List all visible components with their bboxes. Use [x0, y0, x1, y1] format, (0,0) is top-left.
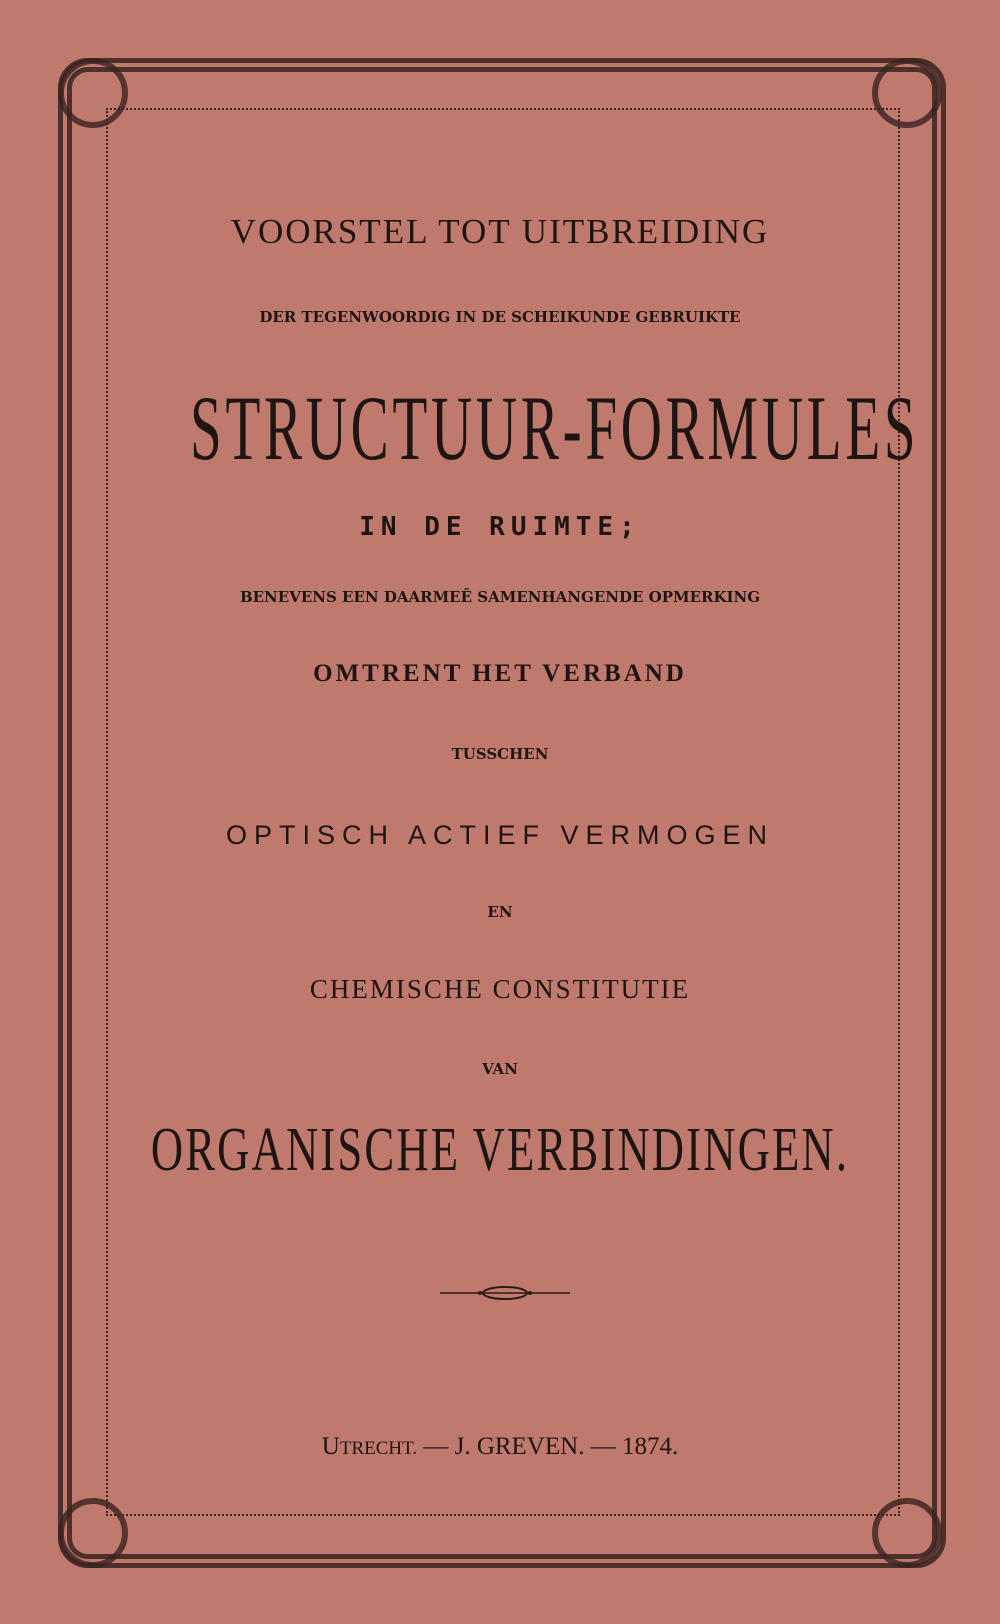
corner-ornament-bottom-right: [872, 1498, 942, 1568]
main-title: STRUCTUUR-FORMULES: [190, 377, 920, 479]
corner-ornament-top-left: [58, 58, 128, 128]
title-line-8: OPTISCH ACTIEF VERMOGEN: [225, 820, 775, 850]
divider-ornament: [440, 1286, 570, 1300]
title-line-1: VOORSTEL TOT UITBREIDING: [230, 212, 770, 251]
title-line-9: EN: [487, 903, 513, 921]
title-line-10: CHEMISCHE CONSTITUTIE: [309, 974, 691, 1004]
title-line-12: ORGANISCHE VERBINDINGEN.: [150, 1116, 850, 1184]
imprint: [0, 1433, 1000, 1461]
title-line-11: VAN: [482, 1060, 518, 1078]
imprint-initial: U: [321, 1433, 340, 1460]
title-line-6: OMTRENT HET VERBAND: [313, 660, 687, 687]
corner-ornament-bottom-left: [58, 1498, 128, 1568]
title-line-4: IN DE RUIMTE;: [359, 512, 641, 542]
title-line-2: DER TEGENWOORDIG IN DE SCHEIKUNDE GEBRUIKTE: [259, 308, 741, 326]
imprint-city: TRECHT.: [339, 1438, 418, 1459]
imprint-publisher-year: — J. GREVEN. — 1874.: [417, 1433, 679, 1460]
corner-ornament-top-right: [872, 58, 942, 128]
title-line-7: TUSSCHEN: [451, 745, 549, 763]
title-line-5: BENEVENS EEN DAARMEÊ SAMENHANGENDE OPMERKING: [239, 588, 761, 606]
